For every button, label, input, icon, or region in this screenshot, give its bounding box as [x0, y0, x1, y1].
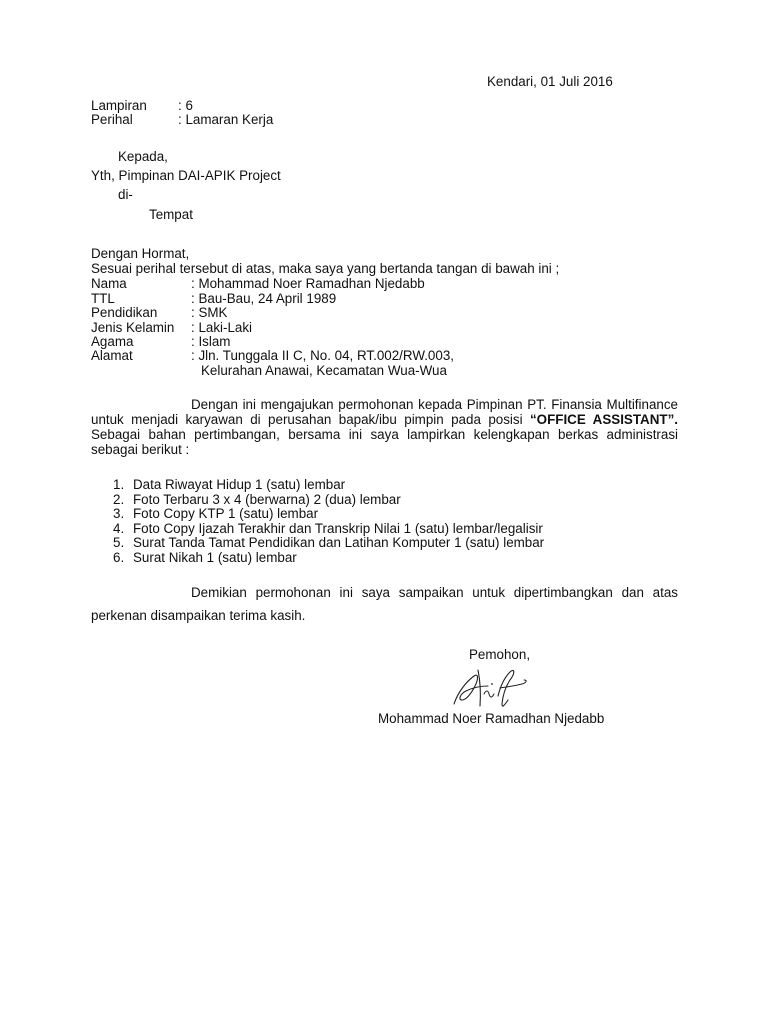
body-paragraph — [91, 397, 678, 457]
greeting: Dengan Hormat, — [91, 246, 190, 261]
recipient-kepada: Kepada, — [118, 149, 168, 164]
place-date: Kendari, 01 Juli 2016 — [487, 74, 613, 89]
list-text: Surat Nikah 1 (satu) lembar — [133, 549, 297, 565]
list-item — [91, 506, 319, 521]
list-text: Foto Copy Ijazah Terakhir dan Transkrip Nilai 1 (satu) lembar/legalisir — [133, 520, 543, 536]
list-text: Data Riwayat Hidup 1 (satu) lembar — [133, 477, 346, 492]
list-number: 3. — [113, 506, 125, 521]
closing-paragraph — [91, 581, 678, 627]
identity-label: Jenis Kelamin — [91, 320, 175, 335]
list-number: 1. — [113, 477, 125, 492]
identity-value: : Islam — [191, 334, 231, 349]
list-text: Surat Tanda Tamat Pendidikan dan Latihan Komputer 1 (satu) lembar — [133, 535, 545, 550]
header-field-value: : 6 — [178, 98, 193, 113]
attachment-list — [91, 477, 545, 565]
header-field-value: : Lamaran Kerja — [178, 112, 274, 127]
intro-sentence: Sesuai perihal tersebut di atas, maka saya yang bertanda tangan di bawah ini ; — [91, 261, 560, 276]
address-line-2: Kelurahan Anawai, Kecamatan Wua-Wua — [201, 363, 447, 378]
list-item — [91, 549, 297, 565]
list-item — [91, 520, 543, 536]
identity-value: : Mohammad Noer Ramadhan Njedabb — [191, 276, 425, 291]
identity-value: : SMK — [191, 305, 228, 320]
recipient-yth: Yth, Pimpinan DAI-APIK Project — [91, 168, 281, 183]
list-number: 5. — [113, 535, 125, 550]
body-part-1: Dengan ini mengajukan permohonan kepada Pimpinan PT. Finansia Multifinance untuk menjadi karyawan di perusahan bapak/ibu pimpin pada posisi — [91, 397, 678, 427]
list-number: 2. — [113, 491, 125, 507]
identity-value: : Laki-Laki — [191, 320, 253, 335]
identity-label: TTL — [91, 291, 115, 306]
list-item — [91, 535, 545, 550]
position-title: “OFFICE ASSISTANT”. — [529, 412, 678, 427]
handwritten-signature — [448, 664, 538, 714]
closing-text: Demikian permohonan ini saya sampaikan untuk dipertimbangkan dan atas perkenan disampaikan terima kasih. — [91, 585, 678, 623]
list-number: 6. — [113, 549, 125, 565]
identity-value: : Bau-Bau, 24 April 1989 — [191, 291, 337, 306]
list-text: Foto Terbaru 3 x 4 (berwarna) 2 (dua) lembar — [133, 491, 401, 507]
identity-label: Alamat — [91, 348, 133, 363]
list-text: Foto Copy KTP 1 (satu) lembar — [133, 506, 319, 521]
identity-value: : Jln. Tunggala II C, No. 04, RT.002/RW.003, — [191, 348, 454, 363]
signatory-name: Mohammad Noer Ramadhan Njedabb — [378, 711, 605, 726]
identity-label: Agama — [91, 334, 134, 349]
identity-label: Nama — [91, 276, 127, 291]
identity-label: Pendidikan — [91, 305, 158, 320]
header-field-label: Perihal — [91, 112, 133, 127]
list-number: 4. — [113, 520, 125, 536]
list-item — [91, 477, 346, 492]
signature-label: Pemohon, — [469, 647, 531, 662]
recipient-di: di- — [118, 187, 133, 202]
header-field-label: Lampiran — [91, 98, 147, 113]
list-item — [91, 491, 401, 507]
recipient-tempat: Tempat — [149, 207, 193, 222]
body-part-2: Sebagai bahan pertimbangan, bersama ini saya lampirkan kelengkapan berkas administrasi sebagai berikut : — [91, 427, 678, 457]
